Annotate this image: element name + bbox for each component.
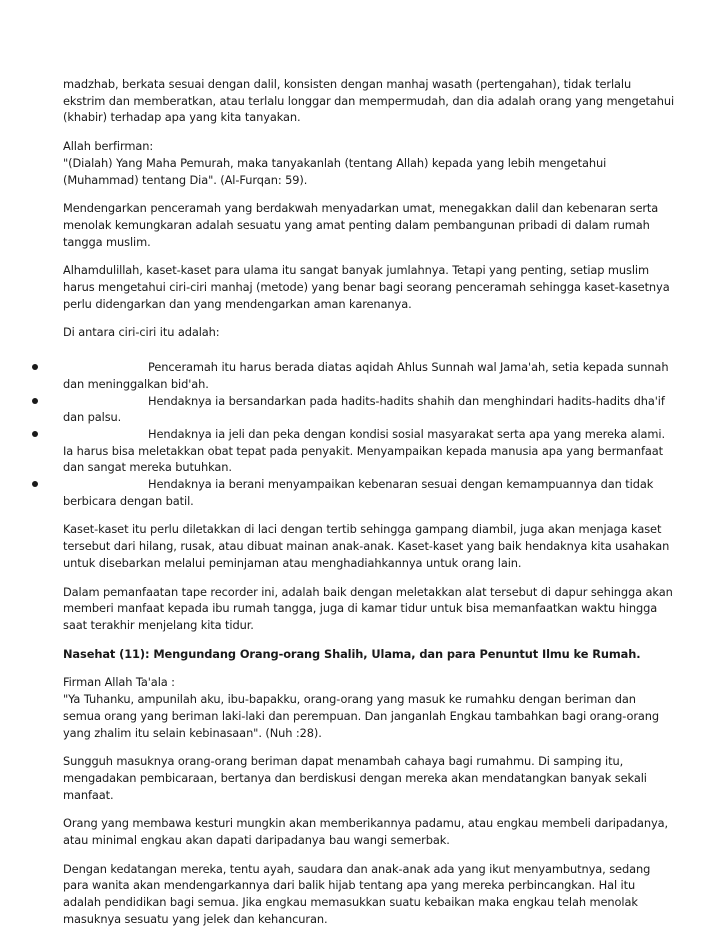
- paragraph-laci: Kaset-kaset itu perlu diletakkan di laci dengan tertib sehingga gampang diambil, juga akan menjaga kaset tersebut dari hilang, rusak, atau dibuat mainan anak-anak. Kaset-kaset yang baik hendaknya kita usahakan untuk disebarkan melalui peminjaman atau menghadiahkannya untuk orang lain.: [63, 522, 670, 570]
- document-body: [63, 76, 675, 940]
- quote-text: "Ya Tuhanku, ampunilah aku, ibu-bapakku, orang-orang yang masuk ke rumahku dengan beriman dan semua orang yang beriman laki-laki dan perempuan. Dan janganlah Engkau tambahkan bagi orang-orang yang zhalim itu selain kebinasaan". (Nuh :28).: [63, 692, 660, 740]
- paragraph-kesturi: Orang yang membawa kesturi mungkin akan memberikannya padamu, atau engkau membeli daripadanya, atau minimal engkau akan dapati daripadanya bau wangi semerbak.: [63, 816, 669, 848]
- paragraph-penceramah: Mendengarkan penceramah yang berdakwah menyadarkan umat, menegakkan dalil dan kebenaran serta menolak kemungkaran adalah sesuatu yang amat penting dalam pembangunan pribadi di dalam rumah tangga muslim.: [63, 201, 659, 249]
- paragraph-cahaya: Sungguh masuknya orang-orang beriman dapat menambah cahaya bagi rumahmu. Di samping itu, mengadakan pembicaraan, bertanya dan berdiskusi dengan mereka akan mendatangkan banyak sekali manfaat.: [63, 754, 647, 802]
- bullet-icon: [32, 398, 38, 404]
- list-item-text: Hendaknya ia bersandarkan pada hadits-hadits shahih dan menghindari hadits-hadits dha'if dan palsu.: [63, 393, 665, 425]
- paragraph-madzhab: madzhab, berkata sesuai dengan dalil, konsisten dengan manhaj wasath (pertengahan), tidak terlalu ekstrim dan memberatkan, atau terlalu longgar dan mempermudah, dan dia adalah orang yang mengetahui (khabir) terhadap apa yang kita tanyakan.: [63, 77, 675, 125]
- bullet-icon: [32, 364, 38, 370]
- quote-al-furqan: [63, 138, 675, 188]
- list-item: [63, 393, 675, 426]
- list-item-text: Penceramah itu harus berada diatas aqidah Ahlus Sunnah wal Jama'ah, setia kepada sunnah dan meninggalkan bid'ah.: [63, 360, 669, 391]
- paragraph-kaset: Alhamdulillah, kaset-kaset para ulama itu sangat banyak jumlahnya. Tetapi yang penting, setiap muslim harus mengetahui ciri-ciri manhaj (metode) yang benar bagi seorang penceramah sehingga kaset-kasetnya perlu didengarkan dan yang mendengarkan aman karenanya.: [63, 263, 670, 311]
- list-item: [63, 476, 675, 509]
- list-item-text: Hendaknya ia berani menyampaikan kebenaran sesuai dengan kemampuannya dan tidak berbicara dengan batil.: [63, 477, 654, 508]
- section-heading: Nasehat (11): Mengundang Orang-orang Shalih, Ulama, dan para Penuntut Ilmu ke Rumah.: [63, 646, 641, 661]
- paragraph-ciri-ciri: Di antara ciri-ciri itu adalah:: [63, 325, 220, 340]
- list-item: [63, 426, 675, 476]
- criteria-list: [63, 359, 675, 509]
- quote-intro: Allah berfirman:: [63, 139, 154, 154]
- quote-nuh: [63, 674, 675, 741]
- quote-intro: Firman Allah Ta'ala :: [63, 675, 175, 690]
- paragraph-kedatangan: Dengan kedatangan mereka, tentu ayah, saudara dan anak-anak ada yang ikut menyambutnya, sedang para wanita akan mendengarkannya dari balik hijab tentang apa yang mereka perbincangkan. Hal itu adalah pendidikan bagi semua. Jika engkau memasukkan suatu kebaikan maka engkau telah menolak masuknya sesuatu yang jelek dan kehancuran.: [63, 861, 651, 926]
- bullet-icon: [32, 481, 38, 487]
- list-item: [63, 359, 675, 392]
- quote-text: "(Dialah) Yang Maha Pemurah, maka tanyakanlah (tentang Allah) kepada yang lebih mengetahui (Muhammad) tentang Dia". (Al-Furqan: 59).: [63, 155, 607, 187]
- list-item-text: Hendaknya ia jeli dan peka dengan kondisi sosial masyarakat serta apa yang mereka alami. Ia harus bisa meletakkan obat tepat pada penyakit. Menyampaikan kepada manusia apa yang bermanfaat dan sangat mereka butuhkan.: [63, 426, 666, 475]
- bullet-icon: [32, 431, 38, 437]
- paragraph-tape-recorder: Dalam pemanfaatan tape recorder ini, adalah baik dengan meletakkan alat tersebut di dapur sehingga akan memberi manfaat kepada ibu rumah tangga, juga di kamar tidur untuk bisa memanfaatkan waktu hingga saat terakhir menjelang kita tidur.: [63, 584, 673, 632]
